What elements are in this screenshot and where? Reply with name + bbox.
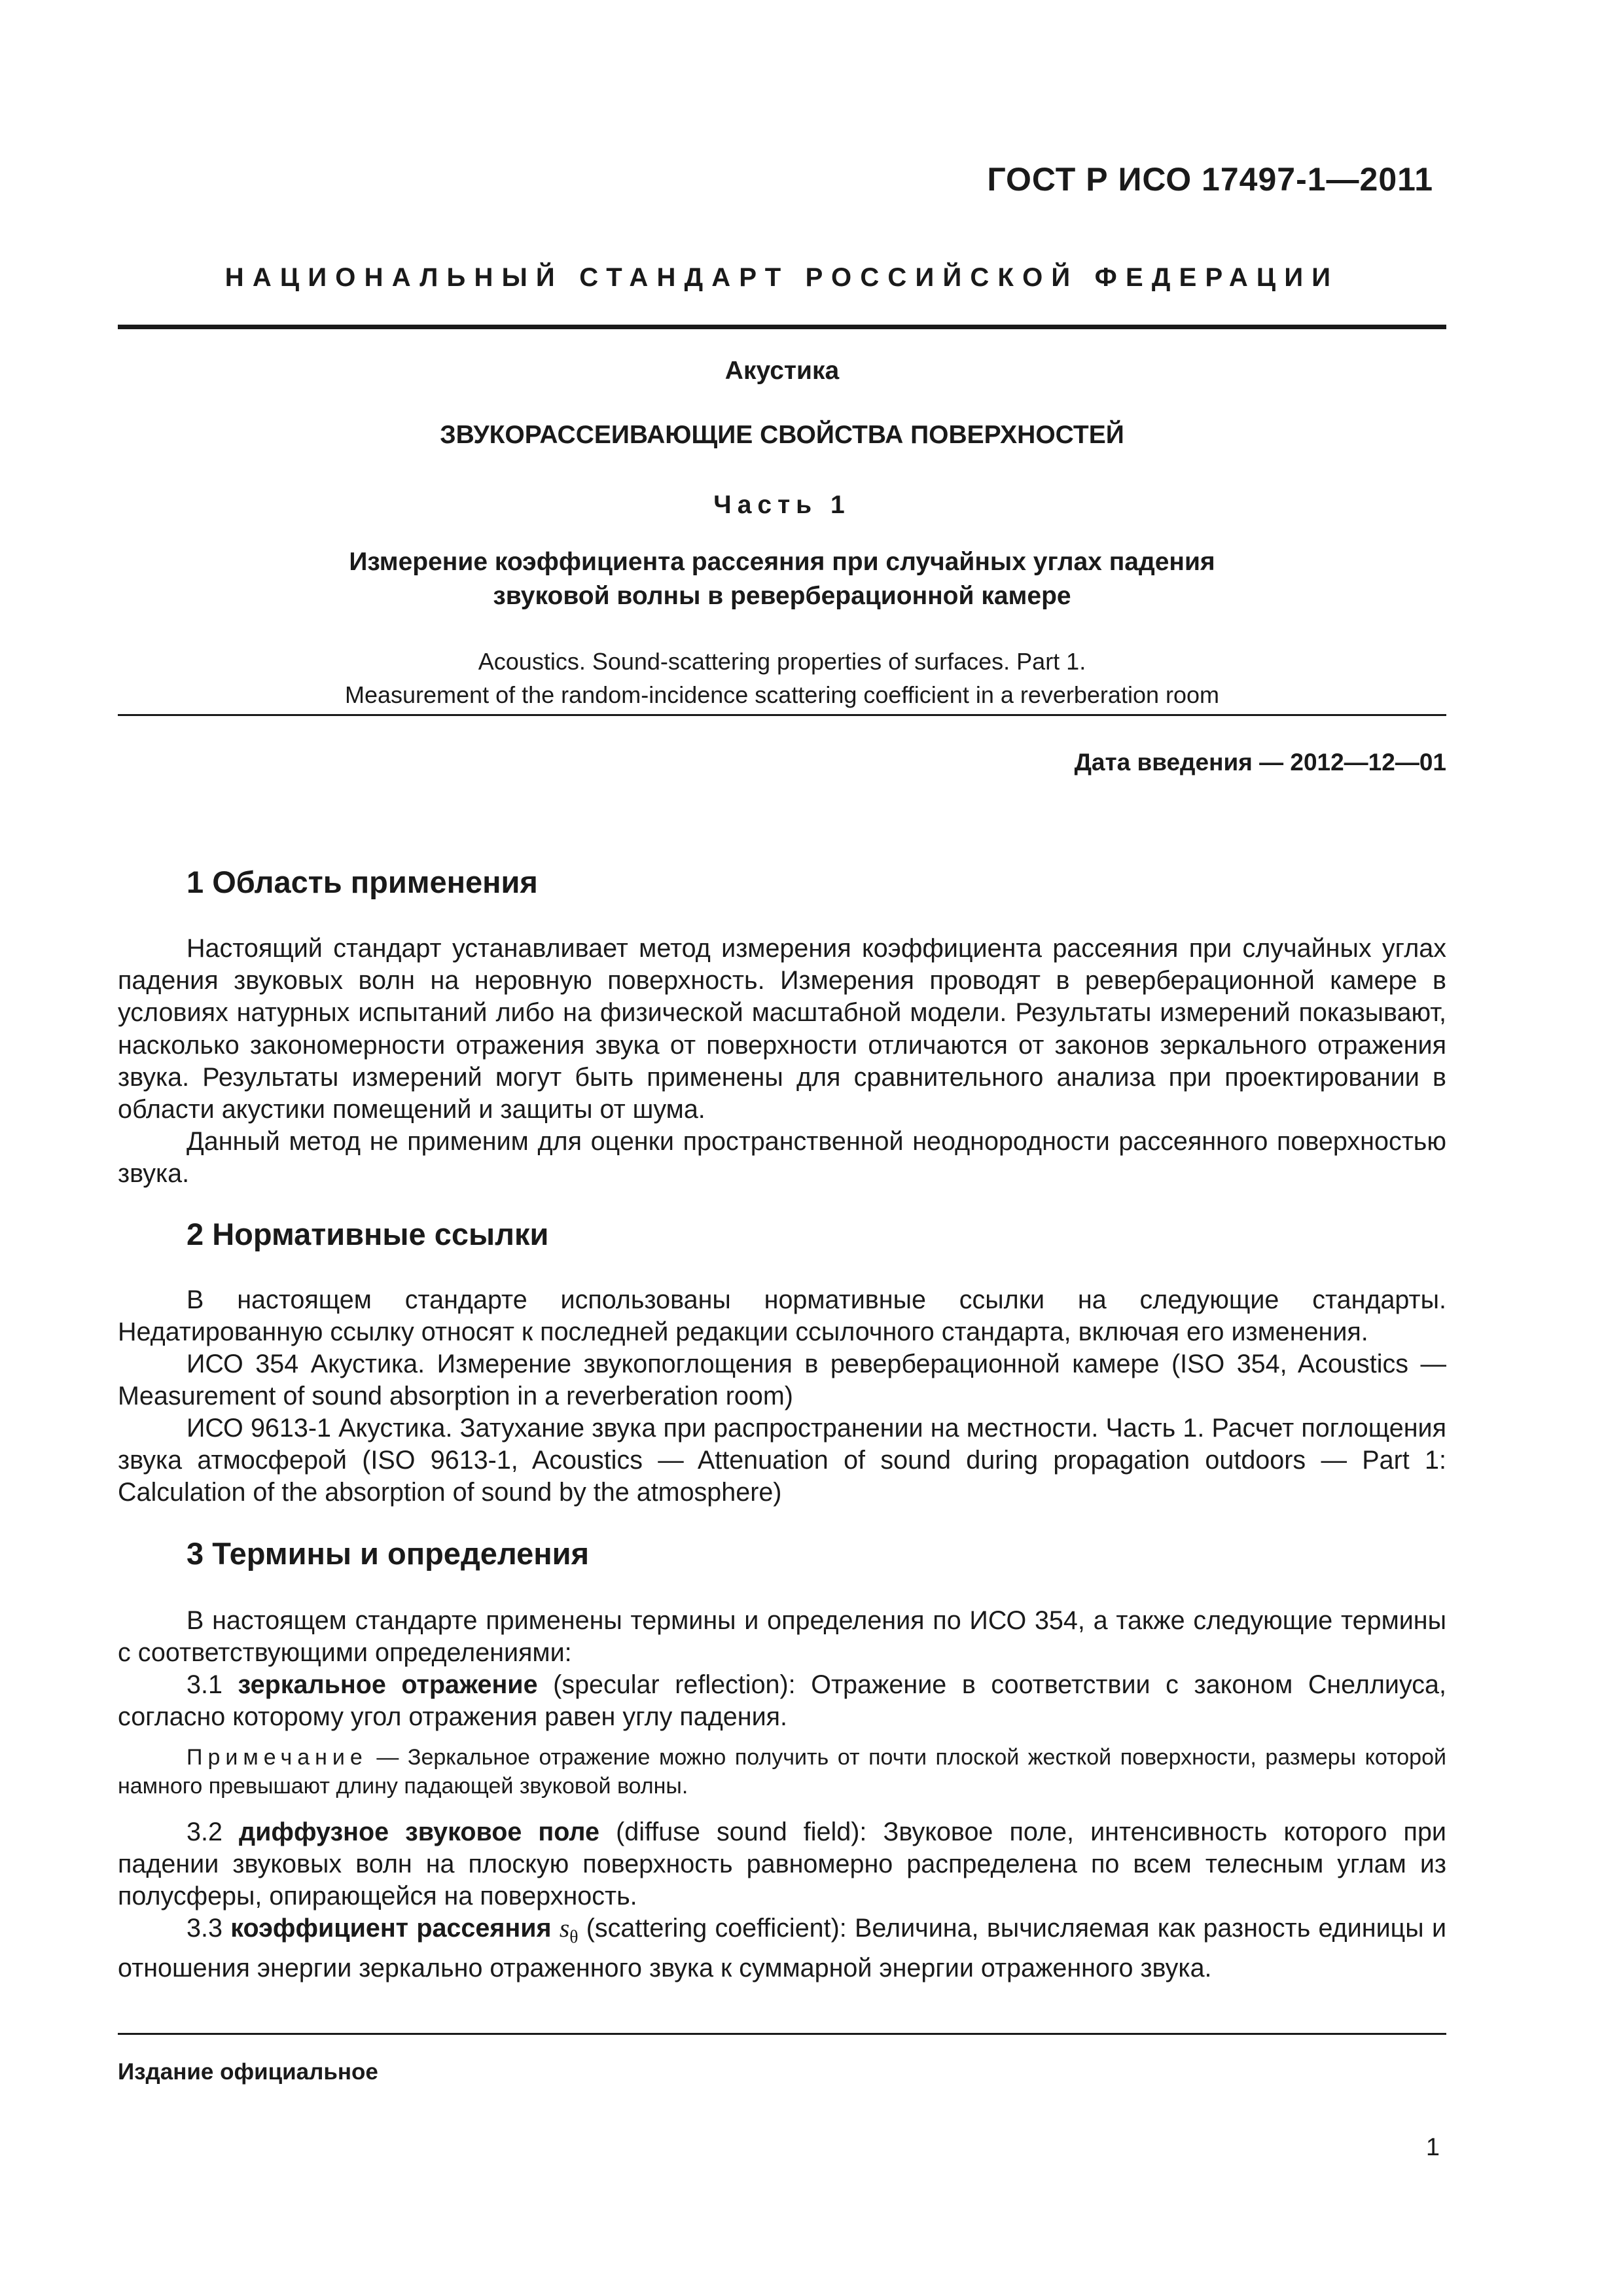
subtitle xyxy=(118,545,1446,613)
term-3-3-number: 3.3 xyxy=(187,1914,223,1943)
symbol-subscript: θ xyxy=(569,1926,579,1946)
part-label: Часть 1 xyxy=(713,491,851,519)
term-3-3-definition: (scattering coefficient): Величина, вычисляемая как разность единицы и отношения энергии зеркально отраженного звука к суммарной энергии отраженного звука. xyxy=(118,1914,1447,1983)
section-2-paragraph-1: В настоящем стандарте использованы нормативные ссылки на следующие стандарты. Недатированную ссылку относят к последней редакции ссылочного стандарта, включая его изменения. xyxy=(118,1285,1446,1347)
introduction-date: Дата введения — 2012—12—01 xyxy=(1074,749,1446,776)
footer-divider xyxy=(118,2033,1446,2035)
term-3-2-term: диффузное звуковое поле xyxy=(239,1818,599,1846)
term-3-2-number: 3.2 xyxy=(187,1818,223,1846)
note-label: Примечание xyxy=(187,1745,368,1770)
national-standard-title: НАЦИОНАЛЬНЫЙ СТАНДАРТ РОССИЙСКОЙ ФЕДЕРАЦИИ xyxy=(224,263,1340,292)
field-title: Акустика xyxy=(724,357,840,385)
symbol-base: s xyxy=(559,1914,570,1943)
english-title-line-1: Acoustics. Sound-scattering properties of surfaces. Part 1. xyxy=(478,648,1086,675)
main-title: ЗВУКОРАССЕИВАЮЩИЕ СВОЙСТВА ПОВЕРХНОСТЕЙ xyxy=(440,421,1124,449)
subtitle-line-2: звуковой волны в реверберационной камере xyxy=(493,582,1071,610)
section-1-paragraph-1: Настоящий стандарт устанавливает метод измерения коэффициента рассеяния при случайных углах падения звуковых волн на неровную поверхность. Измерения проводят в реверберационной камере в условиях натурных испытаний либо на физической масштабной модели. Результаты измерений показывают, насколько закономерности отражения звука от поверхности отличаются от законов зеркального отражения звука. Результаты измерений могут быть применены для сравнительного анализа при проектировании в области акустики помещений и защиты от шума. xyxy=(118,934,1446,1124)
term-3-1-term: зеркальное отражение xyxy=(238,1670,538,1699)
section-2-heading: 2 Нормативные ссылки xyxy=(187,1217,549,1251)
term-3-2 xyxy=(118,1816,1446,1913)
document-number: ГОСТ Р ИСО 17497-1—2011 xyxy=(987,161,1433,198)
english-title xyxy=(118,645,1446,711)
term-3-1-definition: (specular reflection): Отражение в соответствии с законом Снеллиуса, согласно которому угол отражения равен углу падения. xyxy=(118,1670,1446,1732)
section-2-reference-iso-9613-1: ИСО 9613-1 Акустика. Затухание звука при распространении на местности. Часть 1. Расчет поглощения звука атмосферой (ISO 9613-1, Acoustics — Attenuation of sound during propagation outdoors — Part 1: Calculation of the absorption of sound by the atmosphere) xyxy=(118,1414,1446,1507)
english-title-line-2: Measurement of the random-incidence scattering coefficient in a reverberation room xyxy=(344,681,1220,708)
official-edition-label: Издание официальное xyxy=(118,2059,378,2085)
section-1-heading: 1 Область применения xyxy=(187,865,538,899)
term-3-2-definition: (diffuse sound field): Звуковое поле, интенсивность которого при падении звуковых волн на плоскую поверхность равномерно распределена по всем телесным углам из полусферы, опирающейся на поверхность. xyxy=(118,1818,1446,1911)
section-1-paragraph-2: Данный метод не применим для оценки пространственной неоднородности рассеянного поверхностью звука. xyxy=(118,1127,1446,1189)
section-2-reference-iso-354: ИСО 354 Акустика. Измерение звукопоглощения в реверберационной камере (ISO 354, Acoustics — Measurement of sound absorption in a reverberation room) xyxy=(118,1350,1446,1411)
term-3-3-term: коэффициент рассеяния xyxy=(230,1914,552,1943)
header-divider xyxy=(118,325,1446,329)
subtitle-line-1: Измерение коэффициента рассеяния при случайных углах падения xyxy=(349,548,1215,576)
page-number: 1 xyxy=(1425,2134,1440,2161)
note xyxy=(118,1743,1446,1801)
term-3-1-number: 3.1 xyxy=(187,1670,223,1699)
term-3-1 xyxy=(118,1669,1446,1733)
section-3-heading: 3 Термины и определения xyxy=(187,1536,589,1571)
term-3-3 xyxy=(118,1912,1446,1984)
note-text: — Зеркальное отражение можно получить от почти плоской жесткой поверхности, размеры которой намного превышают длину падающей звуковой волны. xyxy=(118,1745,1446,1799)
title-divider xyxy=(118,714,1446,716)
section-3-paragraph-1: В настоящем стандарте применены термины и определения по ИСО 354, а также следующие термины с соответствующими определениями: xyxy=(118,1606,1446,1668)
scattering-coefficient-symbol xyxy=(559,1914,579,1946)
